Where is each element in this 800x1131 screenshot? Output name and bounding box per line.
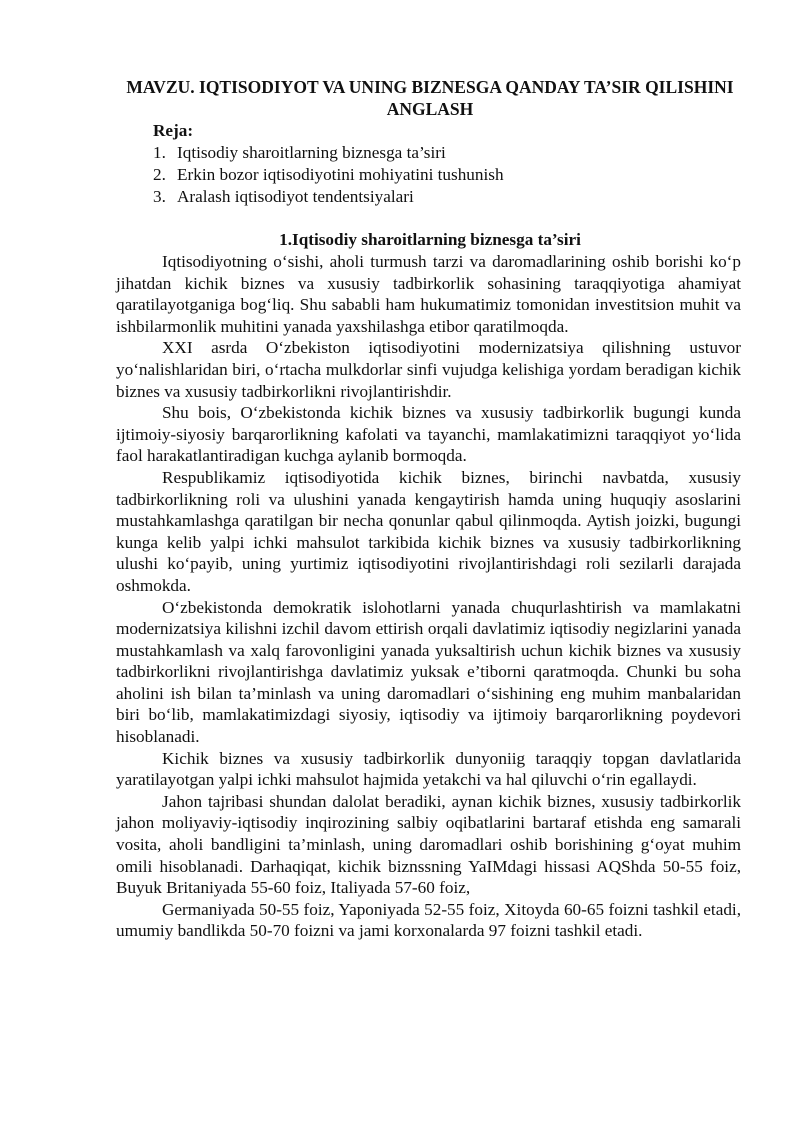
plan-item [153,186,504,208]
plan-item-number: 3. [153,187,166,206]
section-heading: 1.Iqtisodiy sharoitlarning biznesga ta’siri [279,230,581,249]
paragraph: Jahon tajribasi shundan dalolat beradiki, aynan kichik biznes, xususiy tadbirkorlik jahon moliyaviy-iqtisodiy inqirozining salbiy oqibatlarini bartaraf etishda eng samarali vosita, aholi bandligini ta’minlash, uning daromadlari oshib borishining g‘oyat muhim omili hisoblanadi. Darhaqiqat, kichik biznssning YaIMdagi hissasi AQShda 50-55 foiz, Buyuk Britaniyada 55-60 foiz, Italiyada 57-60 foiz, [116,791,741,898]
plan-item [153,142,504,164]
paragraph: Shu bois, O‘zbekistonda kichik biznes va xususiy tadbirkorlik bugungi kunda ijtimoiy-siyosiy barqarorlikning kafolati va tayanchi, mamlakatimizni taraqqiyot yo‘lida faol harakatlantiradigan kuchga aylanib bormoqda. [116,403,741,466]
plan-item-text: Iqtisodiy sharoitlarning biznesga ta’siri [177,143,446,162]
plan-label: Reja: [153,121,194,140]
paragraph: O‘zbekistonda demokratik islohotlarni yanada chuqurlashtirish va mamlakatni modernizatsiya kilishni izchil davom ettirish orqali davlatimiz iqtisodiy negizlarini yanada mustahkamlash va xalq farovonligini yanada yuksaltirish uchun kichik biznes va xususiy tadbirkorlikni rivojlantirishga davlatimiz yuksak e’tiborni qaratmoqda. Chunki bu soha aholini ish bilan ta’minlash va uning daromadlari o‘sishining eng muhim manbalaridan biri bo‘lib, mamlakatimizdagi siyosiy, iqtisodiy va ijtimoiy barqarorlikning poydevori hisoblanadi. [116,597,741,747]
paragraph: Respublikamiz iqtisodiyotida kichik biznes, birinchi navbatda, xususiy tadbirkorlikning roli va ulushini yanada kengaytirish hamda uning huquqiy asoslarini mustahkamlashga qaratilgan bir necha qonunlar qabul qilinmoqda. Aytish joizki, bugungi kunga kelib yalpi ichki mahsulot tarkibida kichik biznes va xususiy tadbirkorlikning ulushi ko‘payib, uning yurtimiz iqtisodiyotini rivojlantirishdagi roli sezilarli darajada oshmokda. [116,467,741,595]
plan-item-number: 2. [153,165,166,184]
paragraph: XXI asrda O‘zbekiston iqtisodiyotini modernizatsiya qilishning ustuvor yo‘nalishlaridan biri, o‘rtacha mulkdorlar sinfi vujudga kelishiga yordam beradigan kichik biznes va xususiy tadbirkorlikni rivojlantirishdir. [116,338,741,401]
plan-item-text: Aralash iqtisodiyot tendentsiyalari [177,187,414,206]
plan-item-text: Erkin bozor iqtisodiyotini mohiyatini tushunish [177,165,504,184]
body-text [116,251,741,942]
plan-item-number: 1. [153,143,166,162]
plan-list [153,142,504,208]
plan-item [153,164,504,186]
paragraph: Iqtisodiyotning o‘sishi, aholi turmush tarzi va daromadlarining oshib borishi ko‘p jihatdan kichik biznes va xususiy tadbirkorlik sohasining taraqqiyotiga ahamiyat qaratilayotganiga bog‘liq. Shu sababli ham hukumatimiz tomonidan investitsion muhit va ishbilarmonlik muhitini yanada yaxshilashga etibor qaratilmoqda. [116,252,741,336]
paragraph: Germaniyada 50-55 foiz, Yaponiyada 52-55 foiz, Xitoyda 60-65 foizni tashkil etadi, umumiy bandlikda 50-70 foizni va jami korxonalarda 97 foizni tashkil etadi. [116,899,741,941]
paragraph: Kichik biznes va xususiy tadbirkorlik dunyoniig taraqqiy topgan davlatlarida yaratilayotgan yalpi ichki mahsulot hajmida yetakchi va hal qiluvchi o‘rin egallaydi. [116,748,741,790]
document-title: MAVZU. IQTISODIYOT VA UNING BIZNESGA QANDAY TA’SIR QILISHINI ANGLASH [126,77,734,119]
